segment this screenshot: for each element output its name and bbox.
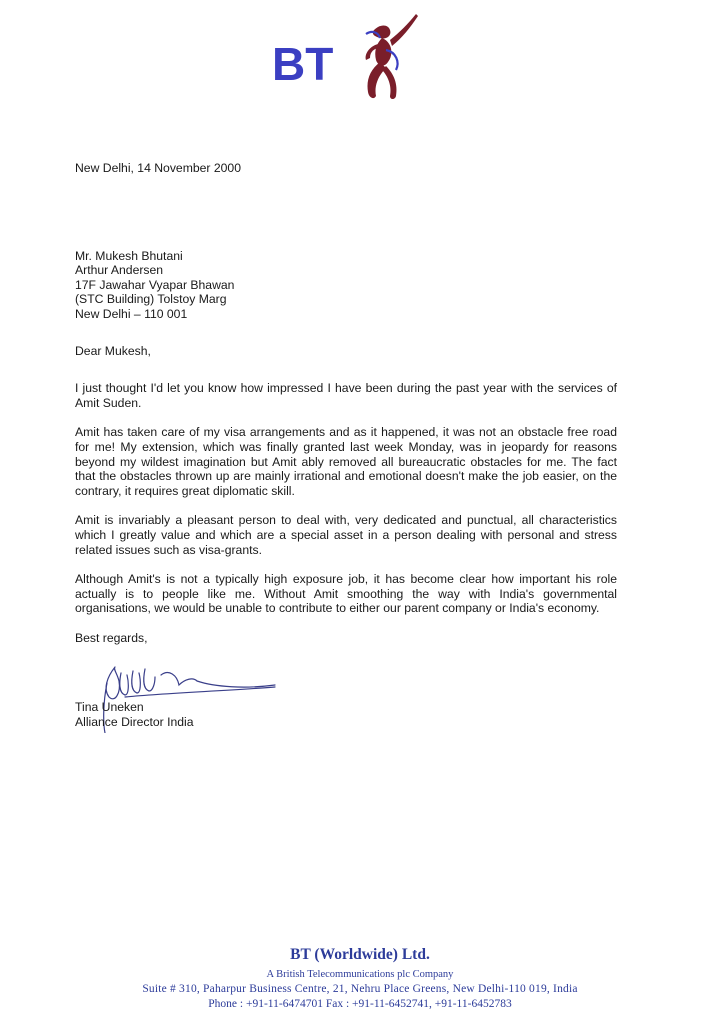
letterhead-footer — [90, 945, 630, 1012]
recipient-address — [75, 249, 617, 322]
piper-figure-icon — [366, 14, 418, 99]
body-paragraph: I just thought I'd let you know how impressed I have been during the past year with the services of Amit Suden. — [75, 381, 617, 410]
address-line: New Delhi – 110 001 — [75, 306, 188, 321]
salutation: Dear Mukesh, — [75, 343, 151, 358]
letter-date: New Delhi, 14 November 2000 — [75, 161, 241, 175]
footer-company-name: BT (Worldwide) Ltd. — [290, 946, 430, 963]
body-paragraph: Although Amit's is not a typically high exposure job, it has become clear how important his role actually is to people like me. Without Amit smoothing the way with India's governmental organisations, we would be unable to contribute to either our parent company or India's economy. — [75, 572, 617, 616]
address-line: (STC Building) Tolstoy Marg — [75, 292, 227, 307]
signature-block — [75, 653, 617, 733]
bt-logo — [270, 10, 420, 105]
footer-phone: Phone : +91-11-6474701 Fax : +91-11-6452741, +91-11-6452783 — [208, 998, 512, 1010]
address-line: Mr. Mukesh Bhutani — [75, 248, 183, 263]
footer-subtitle: A British Telecommunications plc Company — [266, 969, 454, 980]
bt-logo-text: BT — [272, 38, 334, 90]
body-paragraph: Amit is invariably a pleasant person to deal with, very dedicated and punctual, all characteristics which I greatly value and which are a special asset in a person dealing with personal and stress related issues such as visa-grants. — [75, 513, 617, 557]
footer-address: Suite # 310, Paharpur Business Centre, 21, Nehru Place Greens, New Delhi-110 019, India — [142, 983, 578, 995]
signer-name: Tina Uneken — [75, 700, 144, 715]
signer-title: Alliance Director India — [75, 715, 194, 730]
closing: Best regards, — [75, 630, 148, 645]
letter-body — [75, 161, 617, 733]
address-line: 17F Jawahar Vyapar Bhawan — [75, 277, 235, 292]
body-paragraph: Amit has taken care of my visa arrangements and as it happened, it was not an obstacle free road for me! My extension, which was finally granted last week Monday, was in jeopardy for reasons beyond my wildest imagination but Amit ably removed all bureaucratic obstacles for me. The fact that the obstacles thrown up are mainly irrational and emotional doesn't make the job easier, on the contrary, it requires great diplomatic skill. — [75, 425, 617, 498]
signer-info — [75, 700, 194, 729]
address-line: Arthur Andersen — [75, 263, 164, 278]
